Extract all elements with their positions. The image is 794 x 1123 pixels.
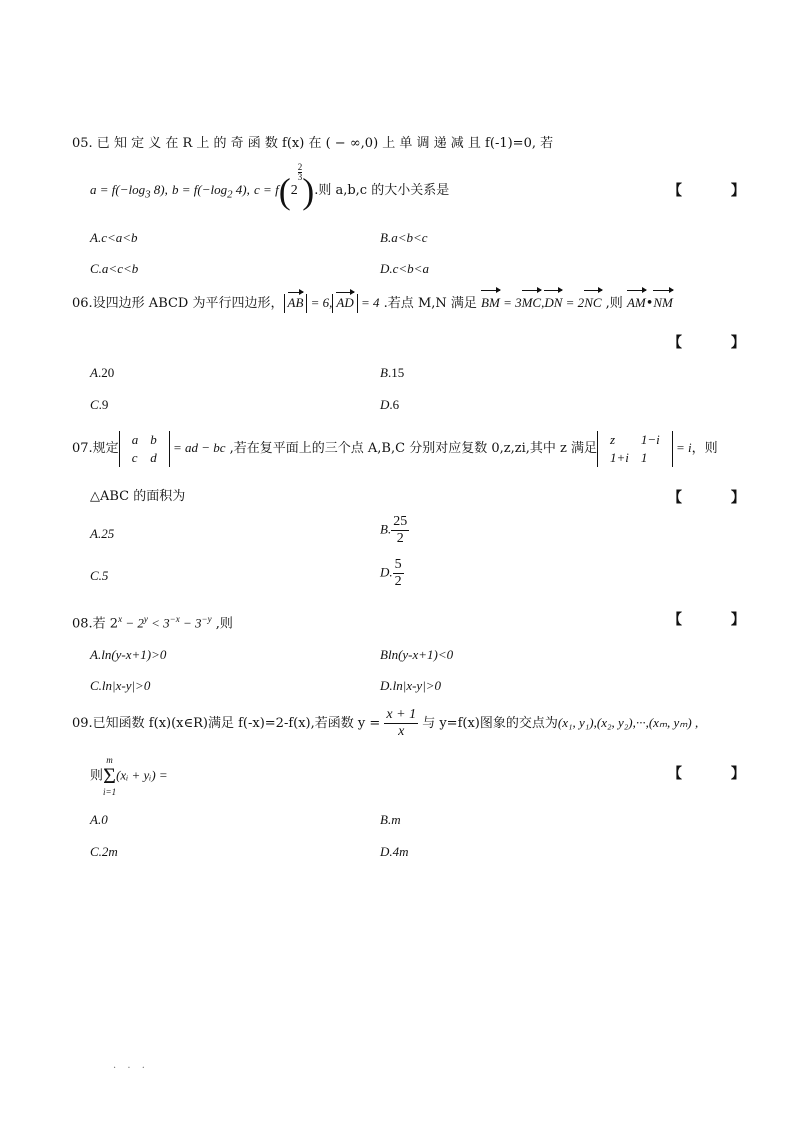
q07-option-a[interactable]: A.25 (90, 526, 115, 541)
footer-dots: · · · (113, 1063, 149, 1074)
q09-option-a[interactable]: A.0 (90, 812, 108, 827)
q05-option-c[interactable]: C.a<c<b (90, 261, 139, 276)
q07-option-d-fraction: $\frac{5}{2}$ (394, 557, 402, 589)
q05-expr-a: $a = f(-\log_3$ 8), (90, 182, 168, 201)
q08-option-d[interactable]: D.ln|x-y|>0 (380, 678, 442, 693)
q09-option-d[interactable]: D.4m (380, 844, 409, 859)
q08-option-a[interactable]: A.ln(y-x+1)>0 (90, 647, 167, 662)
q06-answer-bracket[interactable]: 【 】 (668, 335, 767, 351)
q07-option-b-fraction: $\frac{25}{2}$ (393, 514, 408, 546)
q07-option-c[interactable]: C.5 (90, 568, 109, 583)
q09-points: (x₁, y₁),(x₂, y₂),···,(xₘ, yₘ) , (557, 715, 699, 730)
q05-stem-tail: .则 a,b,c 的大小关系是 (314, 183, 450, 198)
q07-stem-line2: △ABC 的面积为 (90, 489, 186, 504)
q07-option-b[interactable]: B. $\frac{25}{2}$ (380, 514, 408, 546)
q05-expr-b: $b = f(-\log_2$ 4), (172, 182, 250, 201)
q05-stem-line1: 05. 已 知 定 义 在 R 上 的 奇 函 数 f(x) 在 ( − ∞,0) 上 单 调 递 减 且 f(-1)=0, 若 (72, 136, 554, 151)
q09-stem-line2: 则 m Σ i=1 (xᵢ + yᵢ) = (90, 755, 168, 797)
q05-paren-open: ( (278, 170, 291, 211)
q06-vec-dn: DN (544, 292, 562, 314)
q05-paren-close: ) (302, 170, 315, 211)
q08-answer-bracket[interactable]: 【 】 (668, 612, 767, 628)
q06-vec-bm: BM (481, 292, 500, 314)
q06-vec-nc: NC (584, 292, 601, 314)
q06-option-d[interactable]: D.6 (380, 397, 400, 412)
q07-answer-bracket[interactable]: 【 】 (668, 490, 767, 506)
q06-vec-am: AM (627, 292, 646, 314)
q09-fraction: $\frac{x + 1}{x}$ (386, 707, 417, 739)
q05-option-d[interactable]: D.c<b<a (380, 261, 429, 276)
q07-option-d[interactable]: D. $\frac{5}{2}$ (380, 557, 402, 589)
q09-answer-bracket[interactable]: 【 】 (668, 766, 767, 782)
q09-option-b[interactable]: B.m (380, 812, 401, 827)
q06-abs-ab: AB (284, 294, 308, 313)
q09-option-c[interactable]: C.2m (90, 844, 118, 859)
q05-option-a[interactable]: A.c<a<b (90, 230, 138, 245)
q06-option-a[interactable]: A.20 (90, 365, 115, 380)
q09-summation: m Σ i=1 (103, 755, 117, 797)
q05-expr-c: c = f (254, 182, 279, 197)
q06-option-b[interactable]: B.15 (380, 365, 405, 380)
q08-option-b[interactable]: Bln(y-x+1)<0 (380, 647, 454, 662)
q09-stem: 09.已知函数 f(x)(x∈R)满足 f(-x)=2-f(x),若函数 y = $\frac{x + 1}{x}$ 与 y=f(x)图象的交点为(x₁, y₁),(x₂, y₂),···,(xₘ, yₘ) , (72, 707, 699, 739)
q08-option-c[interactable]: C.ln|x-y|>0 (90, 678, 151, 693)
q06-option-c[interactable]: C.9 (90, 397, 109, 412)
q05-option-b[interactable]: B.a<b<c (380, 230, 428, 245)
q07-stem: 07.规定 a b c d = ad − bc ,若在复平面上的三个点 A,B,C 分别对应复数 0,z,zi,其中 z 满足 z 1−i 1+i 1 = i，则 (72, 431, 718, 465)
q06-abs-ad: AD (332, 294, 357, 313)
q06-vec-nm: NM (653, 292, 673, 314)
q06-vec-mc: MC (522, 292, 542, 314)
q07-determinant-definition: a b c d (119, 431, 170, 467)
q08-stem: 08.若 $2^x - 2^y < 3^{-x} - 3^{-y}$ ,则 (72, 614, 233, 632)
q05-power: 2 $\frac{2}{3}$ (290, 161, 303, 198)
q07-determinant-z: z 1−i 1+i 1 (597, 431, 673, 467)
q06-stem: 06.设四边形 ABCD 为平行四边形， AB = 6, AD = 4 .若点 M,N 满足 BM = 3MC,DN = 2NC ,则 AM•NM (72, 292, 754, 314)
q05-stem-line2 (72, 161, 722, 211)
q05-answer-bracket[interactable]: 【 】 (668, 183, 767, 199)
